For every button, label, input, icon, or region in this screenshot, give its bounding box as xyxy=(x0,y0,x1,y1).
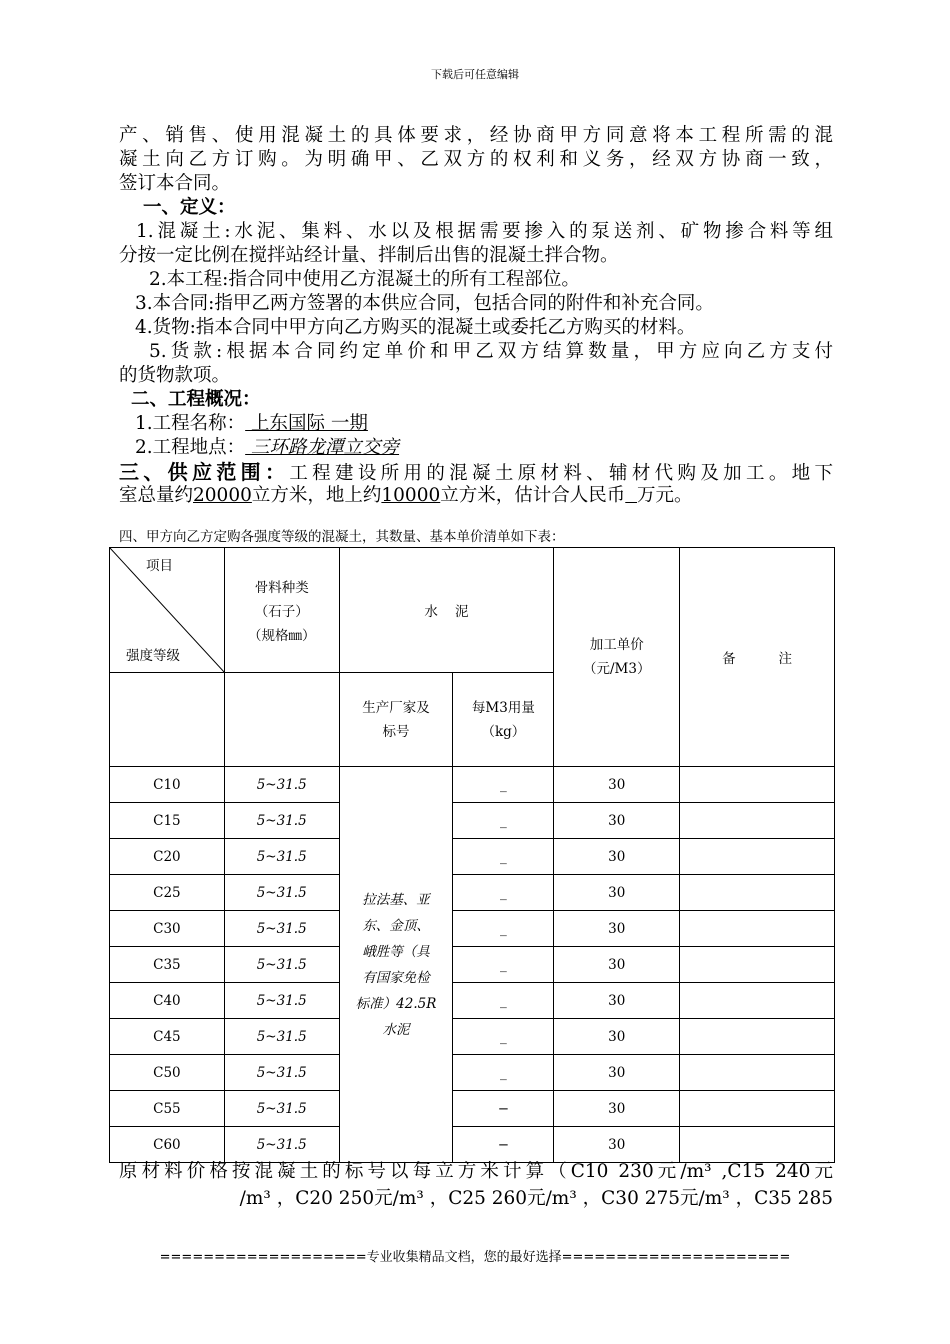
cell-price: 30 xyxy=(554,803,680,839)
cell-agg: 5~31.5 xyxy=(224,1091,339,1127)
manufacturer-header-line: 生产厂家及 xyxy=(362,699,430,716)
cell-usage: _ xyxy=(453,767,554,803)
cell-agg: 5~31.5 xyxy=(224,1019,339,1055)
definition-3: 3.本合同:指甲乙两方签署的本供应合同，包括合同的附件和补充合同。 xyxy=(135,293,714,314)
intro-line: 产、销售、使用混凝土的具体要求，经协商甲方同意将本工程所需的混 xyxy=(119,125,833,146)
project-location-label: 2.工程地点： xyxy=(135,437,246,458)
section3-text: 室总量约 xyxy=(119,485,194,506)
amount-blank xyxy=(625,485,637,506)
definition-1a: 1.混凝土:水泥、集料、水以及根据需要掺入的泵送剂、矿物掺合料等组 xyxy=(136,221,833,242)
cell-grade: C30 xyxy=(110,911,225,947)
cell-remark xyxy=(680,1019,835,1055)
cell-grade: C20 xyxy=(110,839,225,875)
cement-note-line: 水泥 xyxy=(382,1021,410,1038)
cell-price: 30 xyxy=(554,947,680,983)
section2-title: 二、工程概况： xyxy=(131,389,261,410)
section3-line-b xyxy=(119,484,833,508)
cement-note-line: 东、金顶、 xyxy=(362,917,430,934)
cell-remark xyxy=(680,1091,835,1127)
manufacturer-header xyxy=(339,673,453,767)
diag-top-label: 项目 xyxy=(146,558,173,574)
section3-text: 立方米，估计合人民币 xyxy=(440,485,626,506)
cell-grade: C55 xyxy=(110,1091,225,1127)
cell-price: 30 xyxy=(554,983,680,1019)
cell-agg: 5~31.5 xyxy=(224,983,339,1019)
section1-title: 一、定义： xyxy=(143,197,236,218)
intro-line: 签订本合同。 xyxy=(119,173,231,194)
table-row xyxy=(110,911,835,947)
cell-remark xyxy=(680,875,835,911)
table-row xyxy=(110,839,835,875)
cell-usage: _ xyxy=(453,1055,554,1091)
project-name-value: 上东国际 一期 xyxy=(245,413,368,434)
cell-grade: C35 xyxy=(110,947,225,983)
aboveground-quantity: 10000 xyxy=(381,485,441,506)
aggregate-header xyxy=(224,548,339,673)
cell-agg: 5~31.5 xyxy=(224,875,339,911)
table-row xyxy=(110,1055,835,1091)
cell-usage: _ xyxy=(453,947,554,983)
cell-agg: 5~31.5 xyxy=(224,911,339,947)
cement-note-line: 拉法基、亚 xyxy=(362,891,430,908)
table-row xyxy=(110,803,835,839)
cell-remark xyxy=(680,911,835,947)
manufacturer-header-line: 标号 xyxy=(382,723,410,740)
cell-usage: _ xyxy=(453,911,554,947)
aggregate-header-line: 骨料种类 xyxy=(254,580,309,596)
cell-agg: 5~31.5 xyxy=(224,1127,339,1163)
page-footer-banner: ===================专业收集精品文档，您的最好选择===================== xyxy=(159,1250,791,1265)
definition-1b: 分按一定比例在搅拌站经计量、拌制后出售的混凝土拌合物。 xyxy=(119,245,619,266)
section3-title: 三、供应范围： xyxy=(119,460,290,484)
project-location-value: 三环路龙潭立交旁 xyxy=(245,437,400,458)
cell-remark xyxy=(680,983,835,1019)
price-header xyxy=(554,548,680,767)
usage-header-line: 每M3用量 xyxy=(471,699,535,716)
usage-header xyxy=(453,673,554,767)
cell-price: 30 xyxy=(554,767,680,803)
price-header-line: 加工单价 xyxy=(589,637,644,653)
table-row xyxy=(110,767,835,803)
cell-grade: C15 xyxy=(110,803,225,839)
diag-bottom-label: 强度等级 xyxy=(126,648,180,664)
section3-line-a xyxy=(119,460,833,484)
cell-usage: _ xyxy=(453,839,554,875)
section3-text: 万元。 xyxy=(637,485,693,506)
cell-grade: C25 xyxy=(110,875,225,911)
definition-4: 4.货物:指本合同中甲方向乙方购买的混凝土或委托乙方购买的材料。 xyxy=(135,317,696,338)
cell-agg: 5~31.5 xyxy=(224,1055,339,1091)
project-name-line xyxy=(119,412,833,436)
definition-5b: 的货物款项。 xyxy=(119,365,231,386)
cell-remark xyxy=(680,1055,835,1091)
concrete-price-table xyxy=(109,547,835,1163)
definition-2: 2.本工程:指合同中使用乙方混凝土的所有工程部位。 xyxy=(149,269,580,290)
section3-text: 立方米，地上约 xyxy=(251,485,382,506)
cell-usage: _ xyxy=(453,983,554,1019)
project-location-line xyxy=(119,436,833,460)
project-name-label: 1.工程名称： xyxy=(135,413,246,434)
section3-text-a: 工程建设所用的混凝土原材料、辅材代购及加工。地下 xyxy=(289,463,834,484)
cell-usage: − xyxy=(453,1127,554,1163)
cell-remark xyxy=(680,767,835,803)
underground-quantity: 20000 xyxy=(193,485,252,506)
table-row xyxy=(110,1091,835,1127)
cell-price: 30 xyxy=(554,875,680,911)
cement-note-line: 标准）42.5R xyxy=(355,995,437,1012)
table-row xyxy=(110,983,835,1019)
definition-5a: 5.货款:根据本合同约定单价和甲乙双方结算数量，甲方应向乙方支付 xyxy=(149,341,833,362)
section4-text: 四、甲方向乙方定购各强度等级的混凝土，其数量、基本单价清单如下表： xyxy=(119,529,565,545)
cell-usage: _ xyxy=(453,803,554,839)
remark-header: 备 注 xyxy=(680,548,835,767)
footnote-line: /m³ ，C20 250元/m³ ，C25 260元/m³ ，C30 275元/m³ ，C35 285 xyxy=(239,1188,833,1209)
cell-remark xyxy=(680,839,835,875)
cell-remark xyxy=(680,947,835,983)
cell-remark xyxy=(680,803,835,839)
page-header-note: 下载后可任意编辑 xyxy=(431,68,519,81)
cell-price: 30 xyxy=(554,1055,680,1091)
cell-grade: C50 xyxy=(110,1055,225,1091)
cell-agg: 5~31.5 xyxy=(224,947,339,983)
cell-price: 30 xyxy=(554,1091,680,1127)
cell-agg: 5~31.5 xyxy=(224,767,339,803)
cell-price: 30 xyxy=(554,1019,680,1055)
cell-grade: C10 xyxy=(110,767,225,803)
cell-grade: C60 xyxy=(110,1127,225,1163)
cell-price: 30 xyxy=(554,911,680,947)
cell-usage: _ xyxy=(453,1019,554,1055)
contract-body xyxy=(119,124,833,508)
cell-price: 30 xyxy=(554,839,680,875)
cell-usage: _ xyxy=(453,875,554,911)
diagonal-header-cell xyxy=(110,548,225,673)
cell-usage: − xyxy=(453,1091,554,1127)
aggregate-header-line: （石子） xyxy=(254,604,309,620)
cell-grade: C45 xyxy=(110,1019,225,1055)
intro-line: 凝土向乙方订购。为明确甲、乙双方的权利和义务，经双方协商一致， xyxy=(119,149,833,170)
empty-cell xyxy=(224,673,339,767)
price-header-line: （元/M3） xyxy=(582,661,651,677)
usage-header-line: （kg） xyxy=(481,723,526,740)
cell-price: 30 xyxy=(554,1127,680,1163)
empty-cell xyxy=(110,673,225,767)
cement-header: 水 泥 xyxy=(339,548,554,673)
cement-note-line: 峨胜等（具 xyxy=(362,943,430,960)
table-row xyxy=(110,947,835,983)
cell-agg: 5~31.5 xyxy=(224,839,339,875)
table-body xyxy=(110,767,835,1163)
cell-grade: C40 xyxy=(110,983,225,1019)
aggregate-header-line: （规格㎜） xyxy=(247,628,316,644)
cement-manufacturer-note xyxy=(339,767,453,1163)
footnote-line: 原材料价格按混凝土的标号以每立方米计算（C10 230元/m³ ,C15 240元 xyxy=(119,1161,833,1182)
cement-note-line: 有国家免检 xyxy=(362,969,430,986)
price-footnote xyxy=(119,1158,833,1212)
cell-agg: 5~31.5 xyxy=(224,803,339,839)
table-row xyxy=(110,1019,835,1055)
table-row xyxy=(110,875,835,911)
